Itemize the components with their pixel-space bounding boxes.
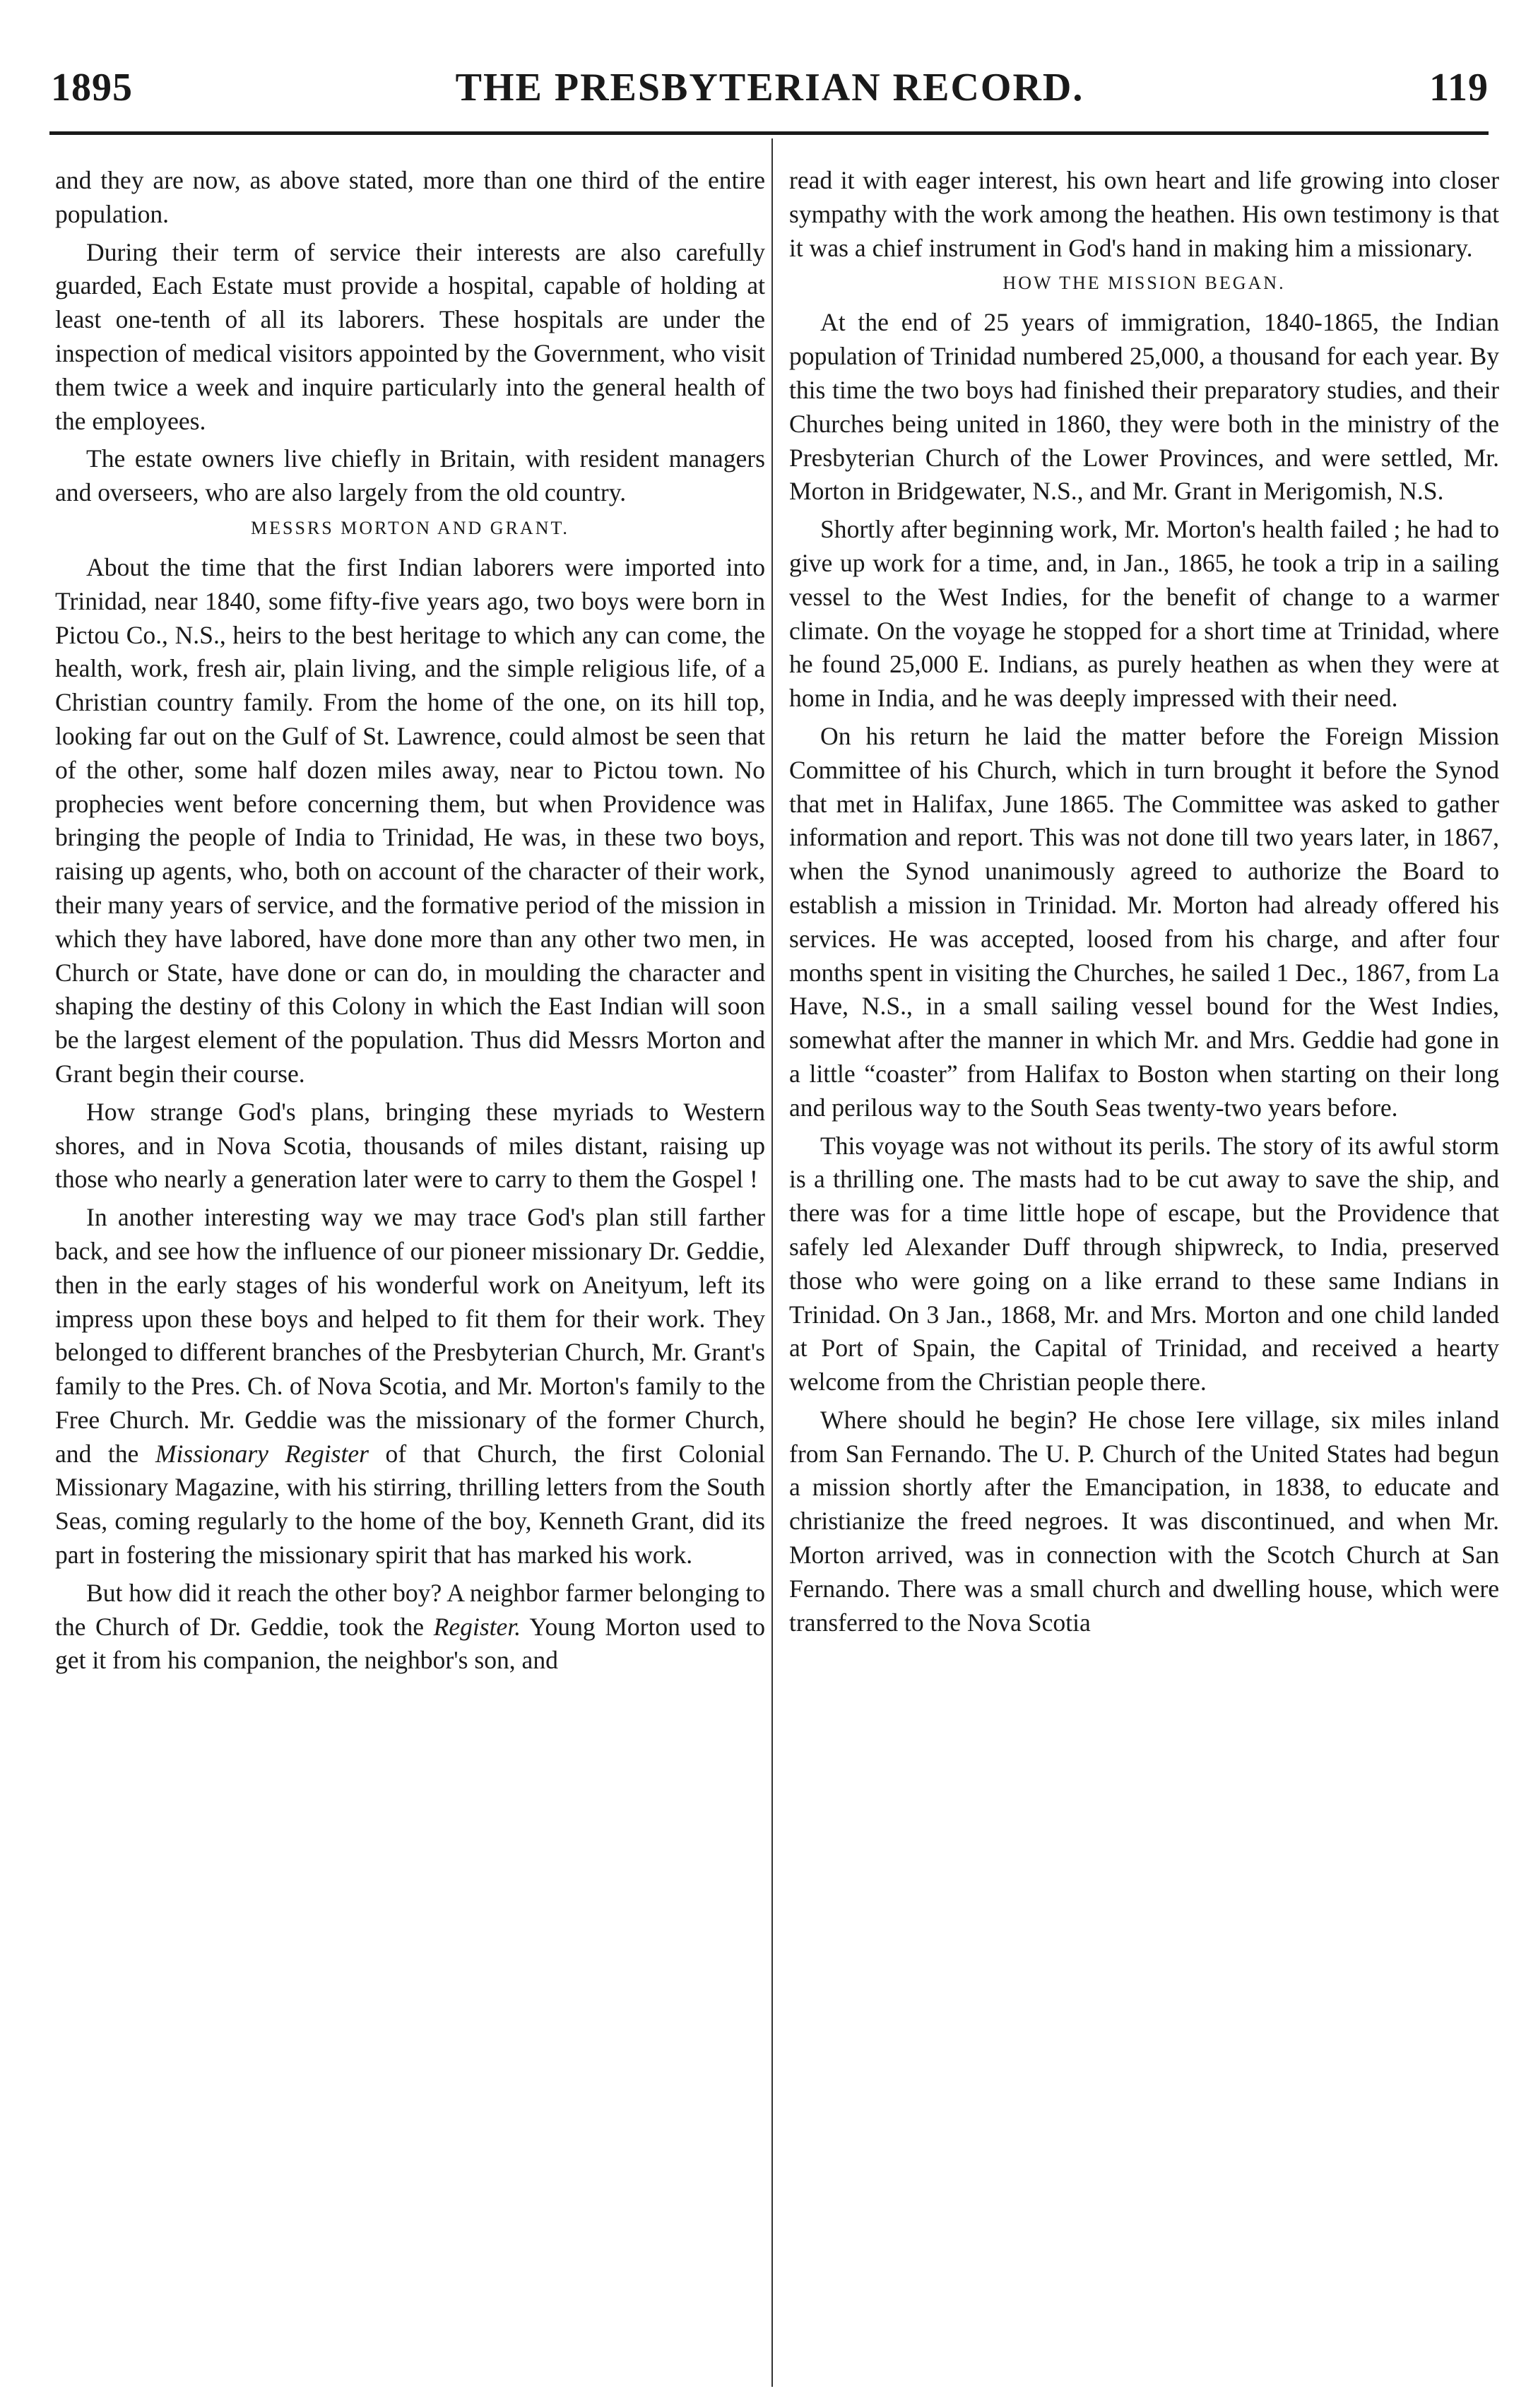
text-run: Young Morton used to get it from his companion, the neighbor's son, and (55, 1612, 765, 1675)
text-run: of that Church, the first Colonial Missionary Magazine, with his stirring, thrilling letters from the South Seas, coming regularly to the home of the boy, Kenneth Grant, did its part in fostering the missionary spirit that has marked his work. (55, 1439, 765, 1570)
paragraph: How strange God's plans, bringing these myriads to Western shores, and in Nova Scotia, thousands of miles distant, raising up those who nearly a generation later were to carry to them the Gospel ! (55, 1097, 765, 1194)
left-column (55, 164, 765, 1682)
paragraph: read it with eager interest, his own heart and life growing into closer sympathy with the work among the heathen. His own testimony is that it was a chief instrument in God's hand in making him a missionary. (789, 166, 1499, 262)
text-run: But how did it reach the other boy? A neighbor farmer belonging to the Church of Dr. Geddie, took the (55, 1578, 765, 1641)
header-year: 1895 (51, 66, 133, 109)
paragraph (55, 1577, 765, 1678)
paragraph: On his return he laid the matter before the Foreign Mission Committee of his Church, which in turn brought it before the Synod that met in Halifax, June 1865. The Committee was asked to gather information and report. This was not done till two years later, in 1867, when the Synod unanimously agreed to authorize the Board to establish a mission in Trinidad. Mr. Morton had already offered his services. He was accepted, loosed from his charge, and after four months spent in visiting the Churches, he sailed 1 Dec., 1867, from La Have, N.S., in a small sailing vessel bound for the West Indies, somewhat after the manner in which Mr. and Mrs. Geddie had gone in a little “coaster” from Halifax to Boston when starting on their long and perilous way to the South Seas twenty-two years before. (789, 721, 1499, 1122)
column-divider (771, 138, 773, 2387)
paragraph: and they are now, as above stated, more than one third of the entire population. (55, 166, 765, 228)
paragraph (55, 1201, 765, 1572)
header-rule (49, 131, 1489, 135)
paragraph: Where should he begin? He chose Iere village, six miles inland from San Fernando. The U. P. Church of the United States had begun a mission shortly after the Emancipation, in 1838, to educate and christianize the freed negroes. It was discontinued, and when Mr. Morton arrived, was in connection with the Scotch Church at San Fernando. There was a small church and dwelling house, which were transferred to the Nova Scotia (789, 1405, 1499, 1637)
italic-title: Missionary Register (155, 1439, 369, 1468)
journal-title: THE PRESBYTERIAN RECORD. (455, 66, 1084, 109)
italic-title: Register. (433, 1612, 521, 1641)
paragraph: About the time that the first Indian laborers were imported into Trinidad, near 1840, some fifty-five years ago, two boys were born in Pictou Co., N.S., heirs to the best heritage to which any can come, the health, work, fresh air, plain living, and the simple religious life, of a Christian country family. From the home of the one, on its hill top, looking far out on the Gulf of St. Lawrence, could almost be seen that of the other, some half dozen miles away, near to Pictou town. No prophecies went before concerning them, but when Providence was bringing the people of India to Trinidad, He was, in these two boys, raising up agents, who, both on account of the character of their work, their many years of service, and the formative period of the mission in which they have labored, have done more than any other two men, in Church or State, have done or can do, in moulding the character and shaping the destiny of this Colony in which the East Indian will soon be the largest element of the population. Thus did Messrs Morton and Grant begin their course. (55, 552, 765, 1088)
paragraph: At the end of 25 years of immigration, 1840-1865, the Indian population of Trinidad numbered 25,000, a thousand for each year. By this time the two boys had finished their preparatory studies, and their Churches being united in 1860, they were both in the ministry of the Presbyterian Church of the Lower Provinces, and were settled, Mr. Morton in Bridgewater, N.S., and Mr. Grant in Merigomish, N.S. (789, 308, 1499, 506)
paragraph: Shortly after beginning work, Mr. Morton's health failed ; he had to give up work for a time, and, in Jan., 1865, he took a trip in a sailing vessel to the West Indies, for the benefit of change to a warmer climate. On the voyage he stopped for a short time at Trinidad, where he found 25,000 E. Indians, as purely heathen as when they were at home in India, and he was deeply impressed with their need. (789, 515, 1499, 713)
page-number: 119 (1429, 66, 1489, 109)
section-heading: HOW THE MISSION BEGAN. (1002, 273, 1286, 294)
right-column (789, 164, 1499, 1644)
paragraph: The estate owners live chiefly in Britain, with resident managers and overseers, who are also largely from the old country. (55, 444, 765, 507)
page-header (51, 65, 1489, 114)
section-heading: MESSRS MORTON AND GRANT. (251, 517, 569, 538)
paragraph: During their term of service their interests are also carefully guarded, Each Estate must provide a hospital, capable of holding at least one-tenth of all its laborers. These hospitals are under the inspection of medical visitors appointed by the Government, who visit them twice a week and inquire particularly into the general health of the employees. (55, 237, 765, 435)
paragraph: This voyage was not without its perils. The story of its awful storm is a thrilling one. The masts had to be cut away to save the ship, and there was for a time little hope of escape, but the Providence that safely led Alexander Duff through shipwreck, to India, preserved those who were going on a like errand to these same Indians in Trinidad. On 3 Jan., 1868, Mr. and Mrs. Morton and one child landed at Port of Spain, the Capital of Trinidad, and received a hearty welcome from the Christian people there. (789, 1131, 1499, 1396)
text-run: In another interesting way we may trace God's plan still farther back, and see how the influence of our pioneer missionary Dr. Geddie, then in the early stages of his wonderful work on Aneityum, left its impress upon these boys and helped to fit them for their work. They belonged to different branches of the Presbyterian Church, Mr. Grant's family to the Pres. Ch. of Nova Scotia, and Mr. Morton's family to the Free Church. Mr. Geddie was the missionary of the former Church, and the (55, 1203, 765, 1468)
